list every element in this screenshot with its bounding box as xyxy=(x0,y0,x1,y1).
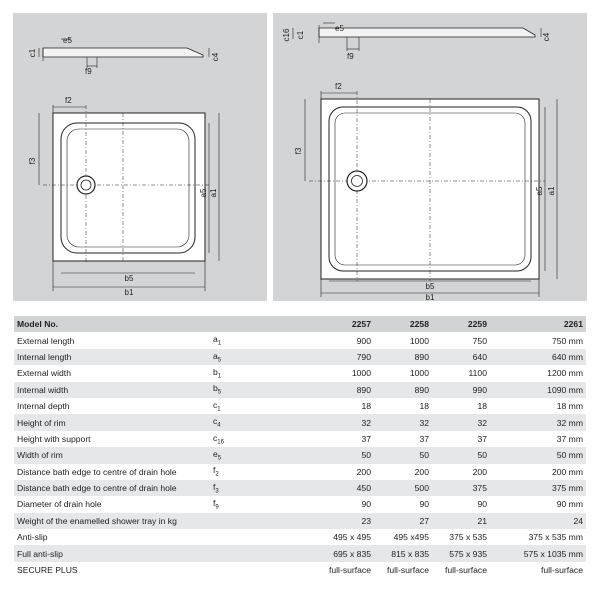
symbol-letter: a xyxy=(213,334,218,345)
table-cell: 23 xyxy=(300,513,374,529)
row-symbol xyxy=(210,398,300,414)
table-cell: 500 xyxy=(374,480,432,496)
table-cell: full-surface xyxy=(386,565,429,576)
symbol-subscript: 2 xyxy=(215,472,219,479)
table-cell: 50 xyxy=(300,447,374,463)
row-label: Weight of the enamelled shower tray in kg xyxy=(14,513,210,529)
table-cell: 37 xyxy=(477,433,487,444)
table-cell: 495 x 495 xyxy=(333,532,371,543)
row-label: Internal depth xyxy=(17,401,70,412)
row-label: Diameter of drain hole xyxy=(17,499,102,510)
table-cell: 890 xyxy=(300,382,374,398)
row-label: Full anti-slip xyxy=(14,545,210,561)
row-label: Height of rim xyxy=(14,414,210,430)
table-cell: 32 xyxy=(300,414,374,430)
table-cell: 375 x 535 xyxy=(449,532,487,543)
plan-view xyxy=(294,82,557,301)
table-row xyxy=(14,480,586,496)
table-cell: 790 xyxy=(300,349,374,365)
label-b1-right: b1 xyxy=(425,293,435,301)
row-symbol xyxy=(210,529,300,545)
table-cell: 200 xyxy=(356,466,371,477)
table-cell: 815 x 835 xyxy=(374,545,432,561)
row-symbol xyxy=(210,545,300,561)
table-cell: 495 x495 xyxy=(393,532,429,543)
row-label: Internal width xyxy=(14,382,210,398)
label-a5: a5 xyxy=(199,188,208,198)
table-row xyxy=(14,447,586,463)
table-cell: 750 xyxy=(472,335,487,346)
table-cell: 990 xyxy=(432,382,490,398)
table-row xyxy=(14,382,586,398)
row-symbol xyxy=(210,496,300,512)
table-cell: 1000 xyxy=(351,368,371,379)
label-f3: f3 xyxy=(28,157,37,165)
table-cell: 200 xyxy=(472,466,487,477)
table-row xyxy=(14,431,586,447)
table-cell: 90 xyxy=(477,499,487,510)
table-cell: 18 xyxy=(361,401,371,412)
row-symbol xyxy=(210,414,300,430)
table-cell: 375 mm xyxy=(490,480,586,496)
table-row xyxy=(14,349,586,365)
label-b1: b1 xyxy=(124,288,134,297)
symbol-letter: f xyxy=(213,498,216,509)
header-model-2259: 2259 xyxy=(432,316,490,332)
table-cell: 890 xyxy=(374,382,432,398)
table-row xyxy=(14,496,586,512)
row-label: External length xyxy=(17,335,75,346)
label-a1-right: a1 xyxy=(547,186,556,196)
symbol-subscript: 9 xyxy=(215,504,219,511)
table-cell: 50 mm xyxy=(490,447,586,463)
symbol-subscript: 1 xyxy=(217,406,221,413)
symbol-subscript: 5 xyxy=(217,357,222,364)
table-cell: 575 x 935 xyxy=(432,545,490,561)
label-a1: a1 xyxy=(209,188,218,198)
table-row xyxy=(14,562,586,578)
label-f9-right: f9 xyxy=(347,52,354,61)
side-profile xyxy=(282,23,551,61)
label-c4-right: c4 xyxy=(542,32,551,42)
label-a5-right: a5 xyxy=(535,186,544,196)
table-cell: full-surface xyxy=(540,565,583,576)
right-technical-drawing xyxy=(273,13,587,301)
table-cell: 90 xyxy=(361,499,371,510)
table-cell: 1100 xyxy=(468,368,487,379)
square-tray-drawing xyxy=(13,13,267,301)
drain-hole xyxy=(347,171,367,191)
table-cell: 90 xyxy=(419,499,429,510)
table-cell: 1090 mm xyxy=(490,382,586,398)
table-cell: 37 xyxy=(419,433,429,444)
table-cell: 50 xyxy=(374,447,432,463)
rectangular-tray-drawing xyxy=(273,13,587,301)
symbol-letter: b xyxy=(213,367,218,377)
symbol-letter: c xyxy=(213,399,218,410)
row-symbol xyxy=(210,332,300,348)
specification-table xyxy=(14,316,586,578)
side-profile xyxy=(28,36,220,76)
row-label: Distance bath edge to centre of drain hole xyxy=(14,480,210,496)
table-cell: 450 xyxy=(300,480,374,496)
table-cell: 640 mm xyxy=(490,349,586,365)
table-cell: 18 xyxy=(477,401,487,412)
table-cell: 32 xyxy=(374,414,432,430)
table-row xyxy=(14,529,586,545)
symbol-letter: c xyxy=(213,416,218,427)
table-row xyxy=(14,332,586,348)
table-cell: 900 xyxy=(356,335,371,346)
symbol-letter: a xyxy=(213,350,218,361)
label-c1: c1 xyxy=(28,48,37,58)
table-cell: 37 mm xyxy=(556,433,583,444)
table-cell: full-surface xyxy=(328,565,371,576)
row-symbol xyxy=(210,464,300,480)
symbol-subscript: 16 xyxy=(217,439,224,446)
row-label: Width of rim xyxy=(14,447,210,463)
row-label: Anti-slip xyxy=(17,532,48,543)
table-cell: 375 xyxy=(432,480,490,496)
row-symbol xyxy=(210,562,300,578)
symbol-subscript: 5 xyxy=(217,455,222,462)
header-model-2261: 2261 xyxy=(490,316,586,332)
row-label: Distance bath edge to centre of drain hole xyxy=(17,466,177,477)
row-symbol xyxy=(210,349,300,365)
label-e5: e5 xyxy=(63,36,72,45)
label-c4: c4 xyxy=(211,52,220,62)
plan-view xyxy=(28,96,219,297)
label-e5-right: e5 xyxy=(335,24,344,33)
table-row xyxy=(14,513,586,529)
table-cell: 890 xyxy=(374,349,432,365)
label-f2: f2 xyxy=(65,96,72,105)
table-row xyxy=(14,414,586,430)
label-c1-right: c1 xyxy=(296,30,305,40)
table-cell: 200 mm xyxy=(551,466,583,477)
table-cell: 375 x 535 mm xyxy=(528,532,583,543)
table-row xyxy=(14,398,586,414)
table-cell: 750 mm xyxy=(551,335,583,346)
table-row xyxy=(14,365,586,381)
row-label: Internal length xyxy=(14,349,210,365)
table-cell: 32 mm xyxy=(490,414,586,430)
drain-hole xyxy=(77,176,95,194)
symbol-subscript: 3 xyxy=(215,488,219,495)
table-row xyxy=(14,545,586,561)
table-cell: 21 xyxy=(432,513,490,529)
symbol-subscript: 5 xyxy=(217,390,222,397)
row-symbol xyxy=(210,431,300,447)
label-b5-right: b5 xyxy=(425,282,435,291)
label-c16: c16 xyxy=(282,28,291,42)
symbol-letter: f xyxy=(213,465,216,476)
label-b5: b5 xyxy=(124,274,134,283)
table-cell: 575 x 1035 mm xyxy=(490,545,586,561)
row-symbol xyxy=(210,447,300,463)
left-technical-drawing xyxy=(13,13,267,301)
table-cell: 37 xyxy=(361,433,371,444)
label-f2-right: f2 xyxy=(335,82,342,91)
row-label: External width xyxy=(17,368,71,379)
table-cell: 24 xyxy=(490,513,586,529)
table-cell: 1000 xyxy=(409,335,429,346)
row-symbol xyxy=(210,382,300,398)
table-cell: 695 x 835 xyxy=(300,545,374,561)
header-model-2257: 2257 xyxy=(300,316,374,332)
table-cell: 90 mm xyxy=(556,499,583,510)
table-header-row xyxy=(14,316,586,332)
symbol-subscript: 4 xyxy=(217,422,221,429)
table-cell: 50 xyxy=(432,447,490,463)
table-cell: full-surface xyxy=(444,565,487,576)
symbol-letter: e xyxy=(213,448,218,459)
row-symbol xyxy=(210,480,300,496)
symbol-letter: f xyxy=(213,481,216,492)
row-label: SECURE PLUS xyxy=(17,565,78,576)
header-model-label: Model No. xyxy=(14,316,210,332)
label-f3-right: f3 xyxy=(294,147,303,155)
table-cell: 1000 xyxy=(409,368,429,379)
table-cell: 18 mm xyxy=(556,401,583,412)
table-cell: 1200 mm xyxy=(547,368,583,379)
symbol-subscript: 1 xyxy=(217,340,222,347)
table-row xyxy=(14,464,586,480)
row-label: Height with support xyxy=(17,433,91,444)
row-symbol xyxy=(210,365,300,381)
table-cell: 27 xyxy=(374,513,432,529)
symbol-letter: b xyxy=(213,383,218,394)
table-cell: 640 xyxy=(432,349,490,365)
table-cell: 200 xyxy=(414,466,429,477)
symbol-letter: c xyxy=(213,432,218,443)
table-cell: 18 xyxy=(419,401,429,412)
label-f9: f9 xyxy=(85,67,92,76)
table-cell: 32 xyxy=(432,414,490,430)
symbol-subscript: 1 xyxy=(217,373,222,380)
header-model-2258: 2258 xyxy=(374,316,432,332)
row-symbol xyxy=(210,513,300,529)
